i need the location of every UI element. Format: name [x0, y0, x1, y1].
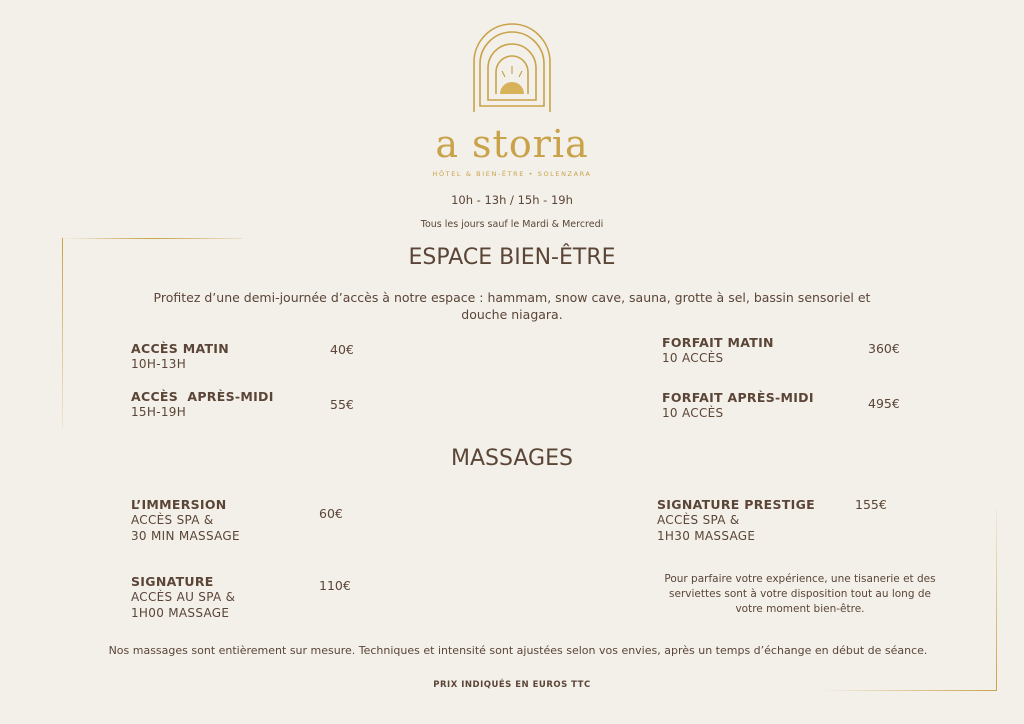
decor-line-top-left [62, 238, 242, 239]
massage-item-immersion [131, 497, 240, 544]
price: 40€ [330, 342, 354, 357]
price: 55€ [330, 397, 354, 412]
spa-item-morning [131, 341, 229, 372]
section-title-spa: ESPACE BIEN-ÊTRE [408, 245, 616, 270]
massage-note: Pour parfaire votre expérience, une tisanerie et des serviettes sont à votre disposition tout au long de votre moment bien-être. [664, 573, 936, 615]
price: 60€ [319, 506, 343, 521]
item-subtitle: 10 ACCÈS [662, 351, 724, 365]
item-title: ACCÈS MATIN [131, 341, 229, 356]
logo-arch-sun-icon [470, 22, 554, 114]
spa-item-package-morning [662, 335, 774, 366]
price: 495€ [868, 396, 900, 411]
item-subtitle: ACCÈS AU SPA & [131, 590, 236, 604]
price: 155€ [855, 497, 887, 512]
footer-text: Nos massages sont entièrement sur mesure. Techniques et intensité sont ajustées selon vos envies, après un temps d’échange en début de séance. [108, 644, 928, 657]
opening-days: Tous les jours sauf le Mardi & Mercredi [420, 219, 604, 230]
prices-note: PRIX INDIQUÉS EN EUROS TTC [433, 680, 591, 690]
item-title: FORFAIT MATIN [662, 335, 774, 350]
item-title: SIGNATURE [131, 574, 214, 589]
decor-line-right [996, 510, 997, 690]
decor-line-left [62, 238, 63, 428]
spa-intro: Profitez d’une demi-journée d’accès à notre espace : hammam, snow cave, sauna, grotte à sel, bassin sensoriel et douche niagara. [153, 290, 871, 322]
item-title: SIGNATURE PRESTIGE [657, 497, 815, 512]
item-subtitle: 15H-19H [131, 405, 187, 419]
item-subtitle: 30 MIN MASSAGE [131, 529, 240, 543]
item-title: ACCÈS APRÈS-MIDI [131, 389, 274, 404]
item-subtitle: ACCÈS SPA & [657, 513, 740, 527]
brand-name: a storia [435, 122, 589, 166]
spa-item-afternoon [131, 389, 274, 420]
item-subtitle: 10 ACCÈS [662, 406, 724, 420]
item-subtitle: 10H-13H [131, 357, 187, 371]
massage-item-signature-prestige [657, 497, 815, 544]
price: 110€ [319, 578, 351, 593]
item-subtitle: 1H30 MASSAGE [657, 529, 756, 543]
item-subtitle: 1H00 MASSAGE [131, 606, 230, 620]
massage-item-signature [131, 574, 235, 621]
item-title: FORFAIT APRÈS-MIDI [662, 390, 814, 405]
spa-item-package-afternoon [662, 390, 814, 421]
brand-tagline: HÔTEL & BIEN-ÊTRE • SOLENZARA [432, 170, 592, 178]
opening-hours: 10h - 13h / 15h - 19h [451, 193, 573, 207]
item-title: L’IMMERSION [131, 497, 227, 512]
item-subtitle: ACCÈS SPA & [131, 513, 214, 527]
price: 360€ [868, 341, 900, 356]
decor-line-bottom-right [820, 690, 997, 691]
section-title-massages: MASSAGES [451, 446, 573, 471]
